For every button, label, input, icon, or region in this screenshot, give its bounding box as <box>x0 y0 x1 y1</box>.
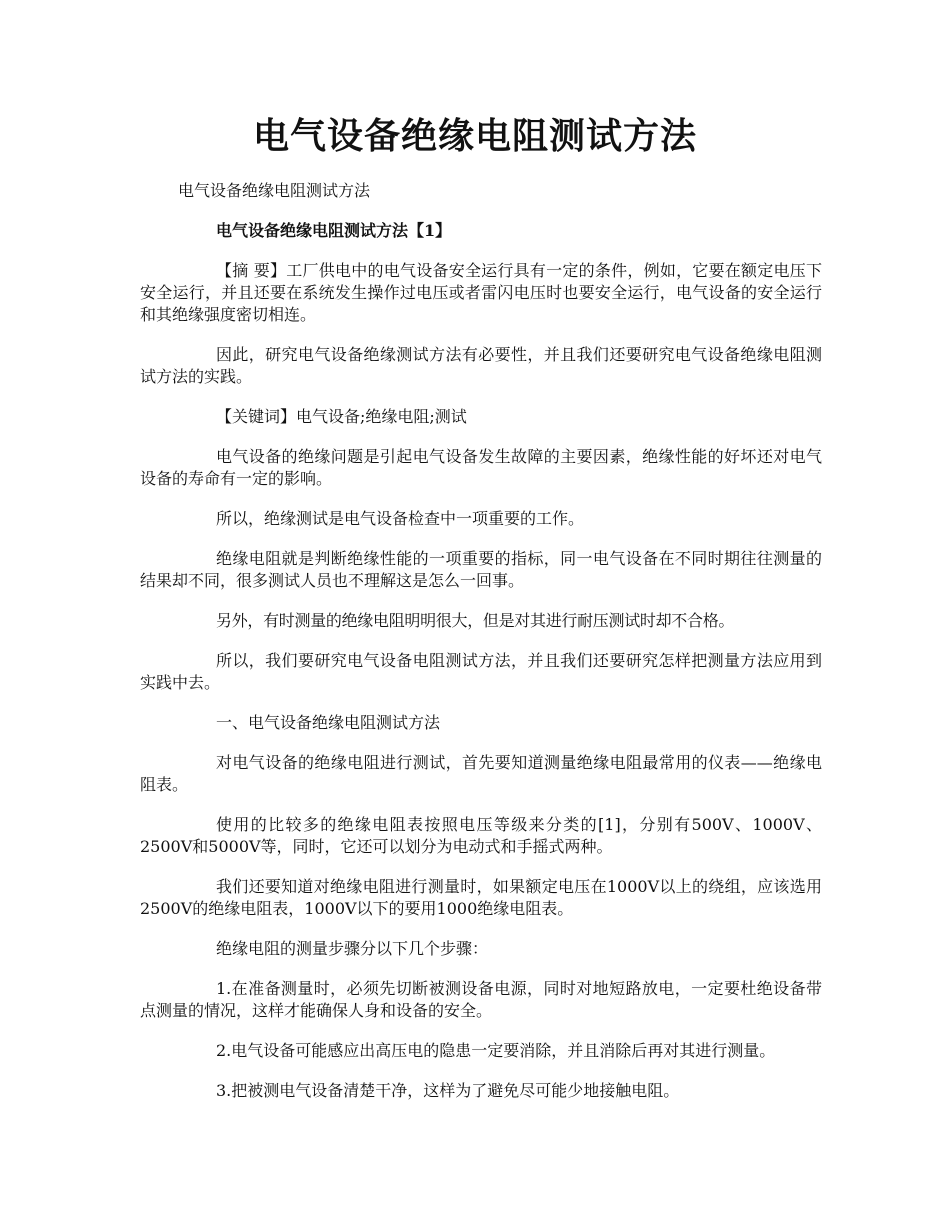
paragraph: 所以，绝缘测试是电气设备检查中一项重要的工作。 <box>216 509 585 528</box>
document-subtitle: 电气设备绝缘电阻测试方法 <box>178 181 371 200</box>
document-title: 电气设备绝缘电阻测试方法 <box>252 115 697 157</box>
paragraph: 绝缘电阻就是判断绝缘性能的一项重要的指标，同一电气设备在不同时期往往测量的结果却不同，很多测试人员也不理解这是怎么一回事。 <box>140 549 822 590</box>
paragraph: 使用的比较多的绝缘电阻表按照电压等级来分类的[1]，分别有500V、1000V、2500V和5000V等，同时，它还可以划分为电动式和手摇式两种。 <box>140 815 822 856</box>
paragraph: 因此，研究电气设备绝缘测试方法有必要性，并且我们还要研究电气设备绝缘电阻测试方法的实践。 <box>140 345 822 386</box>
list-item-step-1: 1.在准备测量时，必须先切断被测设备电源，同时对地短路放电，一定要杜绝设备带点测量的情况，这样才能确保人身和设备的安全。 <box>140 979 822 1020</box>
paragraph: 对电气设备的绝缘电阻进行测试，首先要知道测量绝缘电阻最常用的仪表——绝缘电阻表。 <box>140 753 822 794</box>
paragraph: 我们还要知道对绝缘电阻进行测量时，如果额定电压在1000V以上的绕组，应该选用2500V的绝缘电阻表，1000V以下的要用1000绝缘电阻表。 <box>140 877 822 918</box>
paragraph-keywords: 【关键词】电气设备;绝缘电阻;测试 <box>216 407 467 426</box>
list-item-step-3: 3.把被测电气设备清楚干净，这样为了避免尽可能少地接触电阻。 <box>216 1081 680 1100</box>
paragraph: 绝缘电阻的测量步骤分以下几个步骤： <box>216 939 489 958</box>
paragraph: 所以，我们要研究电气设备电阻测试方法，并且我们还要研究怎样把测量方法应用到实践中去。 <box>140 651 822 692</box>
section-heading-1: 一、电气设备绝缘电阻测试方法 <box>216 713 441 732</box>
list-item-step-2: 2.电气设备可能感应出高压电的隐患一定要消除，并且消除后再对其进行测量。 <box>216 1041 776 1060</box>
document-body <box>140 220 822 1120</box>
paragraph: 另外，有时测量的绝缘电阻明明很大，但是对其进行耐压测试时却不合格。 <box>216 611 735 630</box>
paragraph: 电气设备的绝缘问题是引起电气设备发生故障的主要因素，绝缘性能的好坏还对电气设备的寿命有一定的影响。 <box>140 447 822 488</box>
section-heading: 电气设备绝缘电阻测试方法【1】 <box>216 221 452 240</box>
paragraph-abstract: 【摘 要】工厂供电中的电气设备安全运行具有一定的条件，例如，它要在额定电压下安全运行，并且还要在系统发生操作过电压或者雷闪电压时也要安全运行，电气设备的安全运行和其绝缘强度密切相连。 <box>140 261 822 324</box>
